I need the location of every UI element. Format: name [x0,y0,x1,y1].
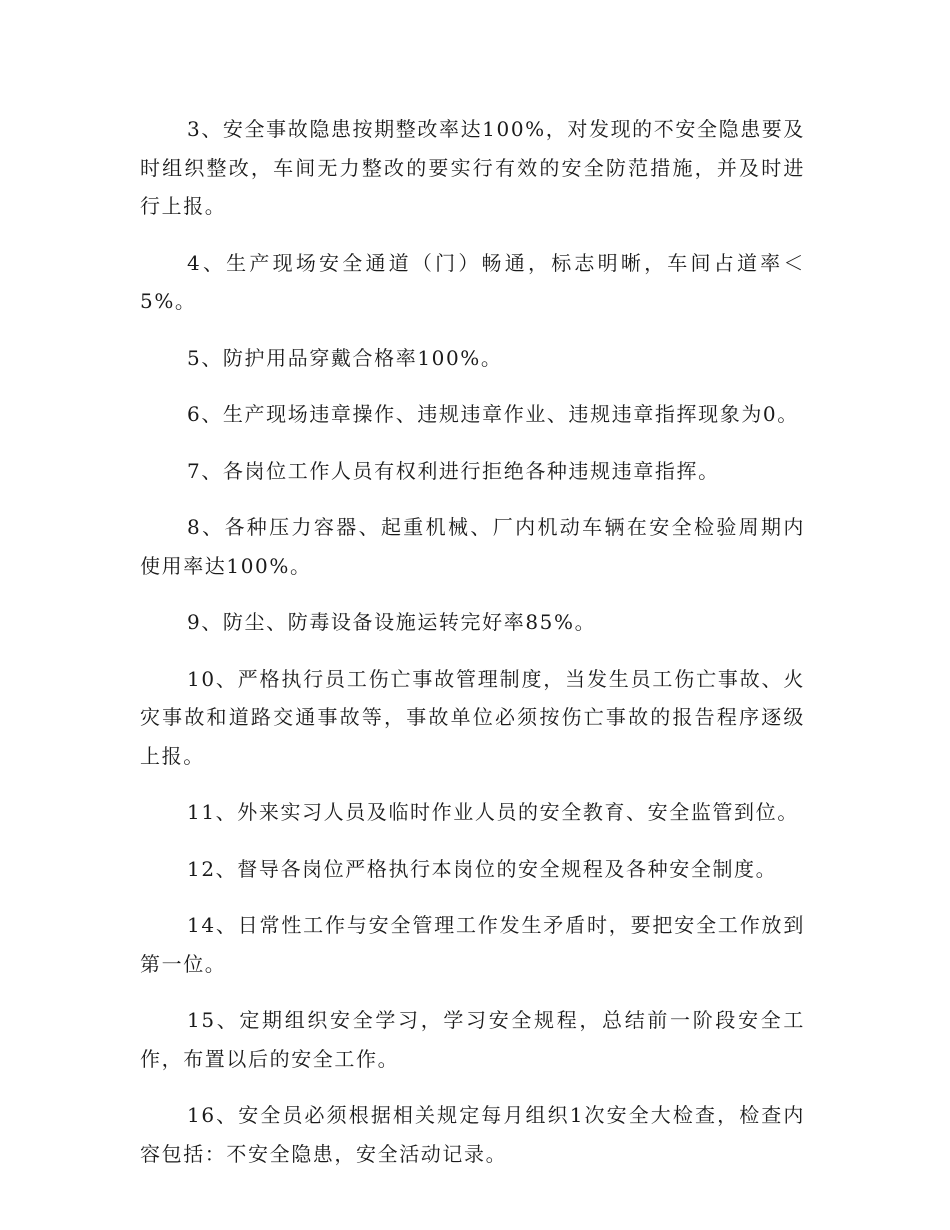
paragraph-item-8: 8、各种压力容器、起重机械、厂内机动车辆在安全检验周期内使用率达100%。 [140,515,805,578]
paragraph-item-14: 14、日常性工作与安全管理工作发生矛盾时，要把安全工作放到第一位。 [140,913,805,976]
paragraph-item-11: 11、外来实习人员及临时作业人员的安全教育、安全监管到位。 [187,800,799,824]
paragraph-item-6: 6、生产现场违章操作、违规违章作业、违规违章指挥现象为0。 [187,402,799,426]
paragraph-item-16: 16、安全员必须根据相关规定每月组织1次安全大检查，检查内容包括：不安全隐患，安全活动记录。 [140,1103,805,1166]
document-body [140,110,805,1191]
paragraph-item-15: 15、定期组织安全学习，学习安全规程，总结前一阶段安全工作，布置以后的安全工作。 [140,1008,805,1071]
paragraph-item-12: 12、督导各岗位严格执行本岗位的安全规程及各种安全制度。 [187,856,778,881]
paragraph-item-4: 4、生产现场安全通道（门）畅通，标志明晰，车间占道率＜5%。 [140,250,805,313]
paragraph-item-3: 3、安全事故隐患按期整改率达100%，对发现的不安全隐患要及时组织整改，车间无力整改的要实行有效的安全防范措施，并及时进行上报。 [140,117,805,218]
paragraph-item-10: 10、严格执行员工伤亡事故管理制度，当发生员工伤亡事故、火灾事故和道路交通事故等，事故单位必须按伤亡事故的报告程序逐级上报。 [140,666,805,768]
paragraph-item-5: 5、防护用品穿戴合格率100%。 [187,345,503,370]
paragraph-item-9: 9、防尘、防毒设备设施运转完好率85%。 [187,610,597,634]
paragraph-item-7: 7、各岗位工作人员有权利进行拒绝各种违规违章指挥。 [187,458,720,483]
